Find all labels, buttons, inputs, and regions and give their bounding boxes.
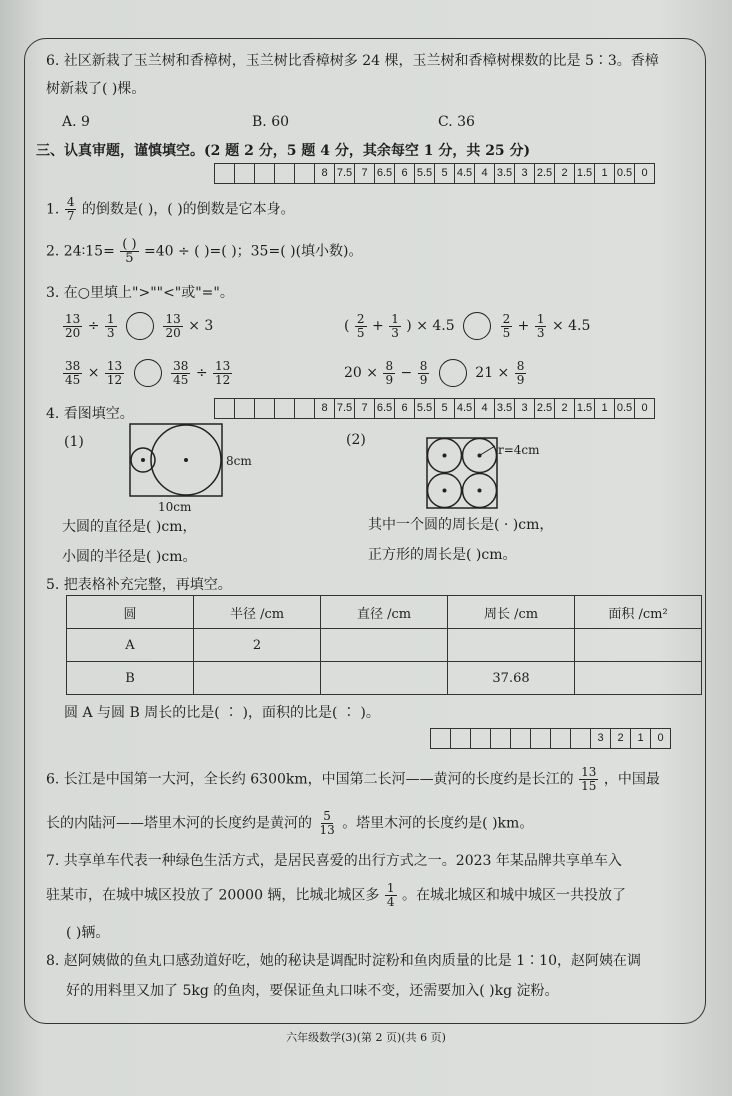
score-cell[interactable]: 7: [355, 164, 375, 183]
compare-circle[interactable]: [463, 312, 491, 340]
score-cell[interactable]: 4: [475, 164, 495, 183]
score-cell[interactable]: 8: [315, 399, 335, 418]
score-cell[interactable]: 1.5: [575, 164, 595, 183]
label-height: 8cm: [226, 454, 252, 468]
score-cell[interactable]: 0: [641, 402, 648, 414]
figure-circles-in-rectangle: [128, 422, 224, 498]
page-footer: 六年级数学(3)(第 2 页)(共 6 页): [286, 1031, 446, 1044]
score-cell[interactable]: 2: [555, 399, 575, 418]
score-cell[interactable]: 0.5: [615, 164, 635, 183]
score-cell[interactable]: 1: [595, 164, 615, 183]
header-cell: 面积 /cm²: [575, 596, 702, 629]
table-row: B 37.68: [67, 662, 702, 695]
score-cell[interactable]: 7: [355, 399, 375, 418]
q2: [46, 238, 363, 265]
score-cell[interactable]: [295, 399, 315, 418]
score-cell[interactable]: 0: [657, 732, 664, 744]
option-c: C. 36: [438, 114, 475, 130]
score-cell[interactable]: 6: [395, 164, 415, 183]
score-cell[interactable]: 2.5: [535, 399, 555, 418]
score-cell[interactable]: 1: [631, 729, 651, 748]
q3-row2-left: $\frac{38}{45}$ × $\frac{13}{12}$ $\frac{38}{45}$ ÷ $\frac{13}{12}$: [65, 358, 231, 387]
score-cell[interactable]: [275, 164, 295, 183]
q3-title: 3. 在○里填上">""<"或"="。: [46, 285, 234, 301]
label-radius: r=4cm: [498, 443, 540, 457]
q3-row1-right: ( $\frac{2}{5}$ + $\frac{1}{3}$ ) × 4.5 $\frac{2}{5}$ + $\frac{1}{3}$ × 4.5: [344, 311, 591, 340]
score-cell[interactable]: [571, 729, 591, 748]
score-cell[interactable]: [491, 729, 511, 748]
q3-row2-right: 20 × $\frac{8}{9}$ − $\frac{8}{9}$ 21 × $\frac{8}{9}$: [344, 358, 525, 387]
circle-table: [66, 595, 702, 695]
q7-line3: ( )辆。: [66, 925, 110, 941]
q4-part2-label: (2): [346, 432, 366, 448]
q3-row1-left: $\frac{13}{20}$ ÷ $\frac{1}{3}$ $\frac{13}{20}$ × 3: [65, 311, 214, 340]
score-cell[interactable]: [255, 399, 275, 418]
header-cell: 半径 /cm: [194, 596, 321, 629]
score-cell[interactable]: [451, 729, 471, 748]
score-cell[interactable]: 2: [555, 164, 575, 183]
figure-four-circles-in-square: [425, 436, 499, 510]
q4-title: 4. 看图填空。: [46, 406, 134, 422]
q1: [46, 196, 295, 223]
score-cell[interactable]: [275, 399, 295, 418]
q4-part1-label: (1): [64, 434, 84, 450]
score-cell[interactable]: 4.5: [455, 399, 475, 418]
score-cell[interactable]: 5: [435, 164, 455, 183]
score-cell[interactable]: 6.5: [375, 399, 395, 418]
score-cell[interactable]: 6: [395, 399, 415, 418]
table-header-row: [67, 596, 702, 629]
score-cell[interactable]: [215, 164, 235, 183]
score-bar-1: [214, 163, 655, 184]
section-3-heading: 三、认真审题，谨慎填空。(2 题 2 分，5 题 4 分，其余每空 1 分，共 25 分): [36, 143, 531, 159]
score-cell[interactable]: 1.5: [575, 399, 595, 418]
compare-circle[interactable]: [439, 359, 467, 387]
compare-circle[interactable]: [126, 312, 154, 340]
score-cell[interactable]: 6.5: [375, 164, 395, 183]
score-cell[interactable]: 3: [591, 729, 611, 748]
q6-mc-line1: 6. 社区新栽了玉兰树和香樟树，玉兰树比香樟树多 24 棵，玉兰树和香樟树棵数的比是 5∶3。香樟: [46, 53, 659, 69]
q8-line2: 好的用料里又加了 5kg 的鱼肉，要保证鱼丸口味不变，还需要加入( )kg 淀粉。: [66, 983, 559, 999]
label-width: 10cm: [158, 500, 192, 514]
score-cell[interactable]: 1: [595, 399, 615, 418]
compare-circle[interactable]: [134, 359, 162, 387]
q8-line1: 8. 赵阿姨做的鱼丸口感劲道好吃，她的秘诀是调配时淀粉和鱼肉质量的比是 1∶10，赵阿姨在调: [46, 953, 641, 969]
score-cell[interactable]: [551, 729, 571, 748]
q4-l2: 小圆的半径是( )cm。: [62, 549, 197, 565]
q1-fraction: $\frac{4}{7}$: [66, 195, 75, 223]
score-cell[interactable]: [531, 729, 551, 748]
q2-fraction: $\frac{( )}{5}$: [122, 237, 137, 266]
score-cell[interactable]: [235, 399, 255, 418]
score-cell[interactable]: 0.5: [615, 399, 635, 418]
q6-line2: 长的内陆河——塔里木河的长度约是黄河的 $\frac{5}{13}$ 。塔里木河的长度约是( )km。: [46, 809, 534, 837]
score-bar-2: [214, 398, 655, 419]
score-cell[interactable]: 2.5: [535, 164, 555, 183]
score-cell[interactable]: 3: [515, 399, 535, 418]
q2-text-b: =40 ÷ ( )=( )；35=( )(填小数)。: [144, 243, 363, 260]
score-cell[interactable]: 3.5: [495, 399, 515, 418]
score-cell[interactable]: [255, 164, 275, 183]
score-cell[interactable]: 7.5: [335, 399, 355, 418]
score-cell[interactable]: 5.5: [415, 164, 435, 183]
q1-number: 1.: [46, 201, 60, 218]
score-cell[interactable]: 4.5: [455, 164, 475, 183]
q2-text-a: 2. 24∶15=: [46, 243, 115, 260]
score-cell[interactable]: 4: [475, 399, 495, 418]
q5-title: 5. 把表格补充完整，再填空。: [46, 577, 232, 593]
q5-ratio: 圆 A 与圆 B 周长的比是( ∶ )，面积的比是( ∶ )。: [64, 705, 380, 721]
score-cell[interactable]: 2: [611, 729, 631, 748]
q4-r1: 其中一个圆的周长是( · )cm，: [368, 517, 554, 533]
header-cell: 直径 /cm: [321, 596, 448, 629]
score-cell[interactable]: 3.5: [495, 164, 515, 183]
q1-text: 的倒数是( )，( )的倒数是它本身。: [81, 201, 295, 218]
q4-r2: 正方形的周长是( )cm。: [368, 547, 517, 563]
score-cell[interactable]: 3: [515, 164, 535, 183]
score-bar-3: [430, 728, 671, 749]
header-cell: 周长 /cm: [448, 596, 575, 629]
option-a: A. 9: [62, 114, 90, 130]
header-cell: 圆: [67, 596, 194, 629]
score-cell[interactable]: [511, 729, 531, 748]
q6-mc-line2: 树新栽了( )棵。: [46, 81, 146, 97]
score-cell[interactable]: [235, 164, 255, 183]
table-row: A 2: [67, 629, 702, 662]
score-cell[interactable]: 5.5: [415, 399, 435, 418]
score-cell[interactable]: [295, 164, 315, 183]
q7-line2: 驻某市，在城中城区投放了 20000 辆，比城北城区多 $\frac{1}{4}$ 。在城北城区和城中城区一共投放了: [46, 881, 626, 909]
score-cell[interactable]: 8: [315, 164, 335, 183]
score-cell[interactable]: [431, 729, 451, 748]
score-cell[interactable]: [215, 399, 235, 418]
q6-line1: 6. 长江是中国第一大河，全长约 6300km，中国第二长河——黄河的长度约是长江的 $\frac{13}{15}$ ，中国最: [46, 765, 660, 793]
score-cell[interactable]: 0: [641, 167, 648, 179]
option-b: B. 60: [252, 114, 290, 130]
score-cell[interactable]: 7.5: [335, 164, 355, 183]
score-cell[interactable]: [471, 729, 491, 748]
q7-line1: 7. 共享单车代表一种绿色生活方式，是居民喜爱的出行方式之一。2023 年某品牌共享单车入: [46, 853, 622, 869]
q4-l1: 大圆的直径是( )cm，: [62, 519, 197, 535]
score-cell[interactable]: 5: [435, 399, 455, 418]
